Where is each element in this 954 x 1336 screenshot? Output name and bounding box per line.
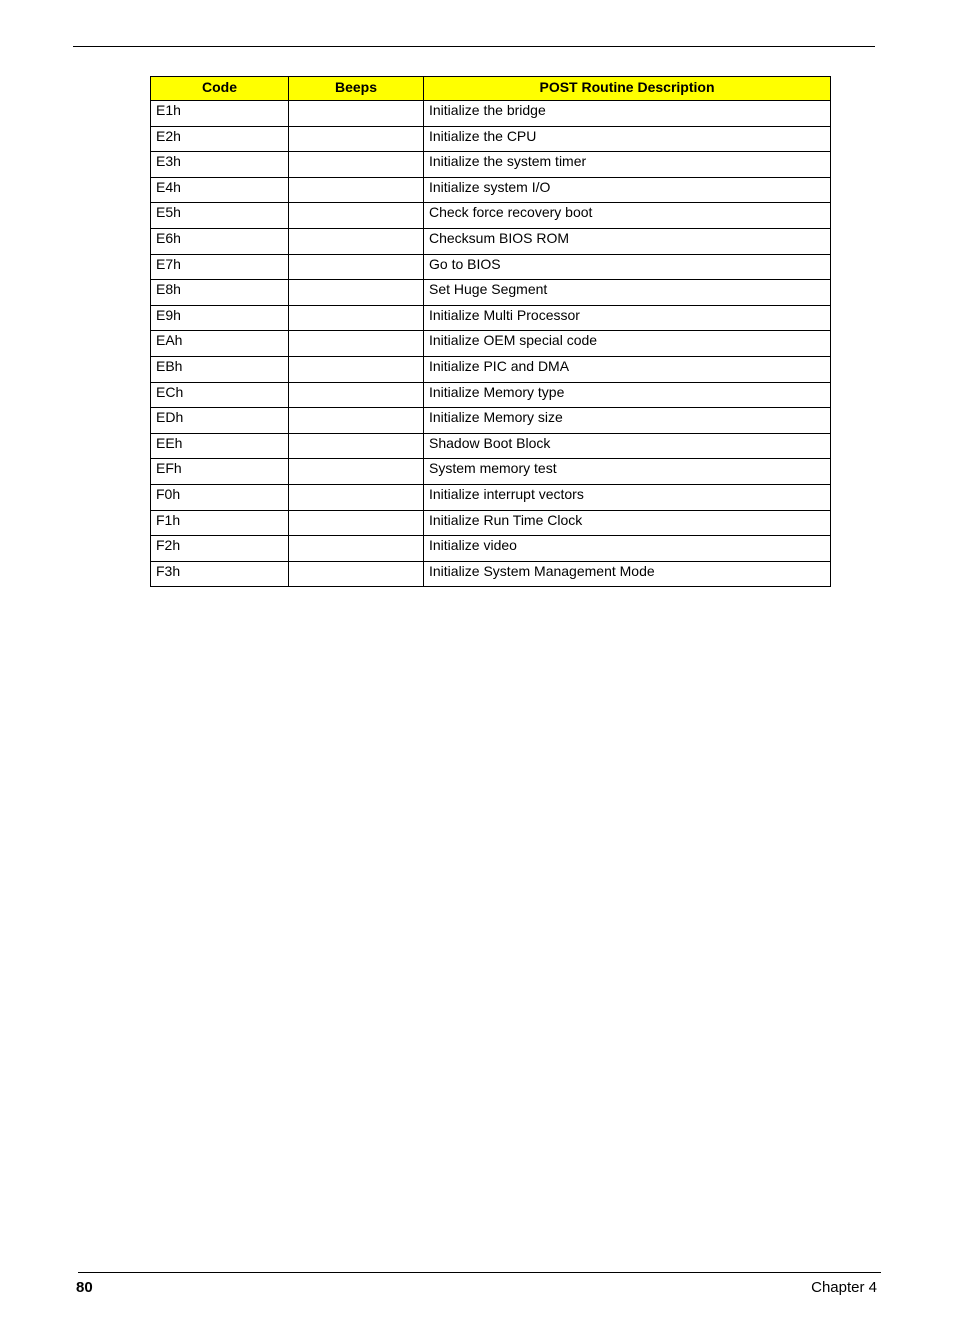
cell-code: F0h [151,484,289,510]
cell-description: Initialize system I/O [424,177,831,203]
cell-description: Initialize the bridge [424,101,831,127]
table-row [151,510,831,536]
cell-description: Checksum BIOS ROM [424,228,831,254]
cell-beeps [289,408,424,434]
column-header-description: POST Routine Description [424,77,831,101]
cell-code: E2h [151,126,289,152]
cell-description: Initialize System Management Mode [424,561,831,587]
cell-description: Shadow Boot Block [424,433,831,459]
cell-code: E9h [151,305,289,331]
table-row [151,484,831,510]
table-row [151,459,831,485]
cell-code: E1h [151,101,289,127]
cell-code: F2h [151,536,289,562]
cell-beeps [289,331,424,357]
footer-divider [78,1272,881,1273]
cell-code: F1h [151,510,289,536]
table-row [151,536,831,562]
cell-description: Initialize the CPU [424,126,831,152]
cell-description: Initialize interrupt vectors [424,484,831,510]
cell-code: ECh [151,382,289,408]
table-header-row [151,77,831,101]
cell-beeps [289,382,424,408]
cell-code: E4h [151,177,289,203]
table-row [151,228,831,254]
cell-code: EEh [151,433,289,459]
cell-description: Set Huge Segment [424,280,831,306]
cell-description: System memory test [424,459,831,485]
cell-beeps [289,561,424,587]
cell-code: EDh [151,408,289,434]
cell-beeps [289,228,424,254]
header-divider [73,46,875,47]
cell-description: Initialize Memory type [424,382,831,408]
cell-beeps [289,126,424,152]
cell-code: E8h [151,280,289,306]
cell-code: EAh [151,331,289,357]
table-row [151,254,831,280]
cell-beeps [289,510,424,536]
cell-beeps [289,177,424,203]
column-header-beeps: Beeps [289,77,424,101]
table-row [151,356,831,382]
cell-beeps [289,433,424,459]
table-row [151,561,831,587]
table-row [151,203,831,229]
cell-code: E3h [151,152,289,178]
cell-beeps [289,203,424,229]
cell-beeps [289,101,424,127]
cell-code: EFh [151,459,289,485]
table-row [151,126,831,152]
cell-description: Initialize Multi Processor [424,305,831,331]
cell-code: E6h [151,228,289,254]
cell-description: Initialize Run Time Clock [424,510,831,536]
cell-code: F3h [151,561,289,587]
cell-beeps [289,280,424,306]
table-row [151,280,831,306]
cell-code: E7h [151,254,289,280]
cell-beeps [289,484,424,510]
cell-description: Go to BIOS [424,254,831,280]
table-body [151,101,831,587]
cell-description: Check force recovery boot [424,203,831,229]
cell-description: Initialize OEM special code [424,331,831,357]
cell-beeps [289,254,424,280]
cell-beeps [289,152,424,178]
table-row [151,408,831,434]
cell-description: Initialize video [424,536,831,562]
cell-beeps [289,356,424,382]
table-row [151,305,831,331]
cell-description: Initialize Memory size [424,408,831,434]
cell-description: Initialize the system timer [424,152,831,178]
table-row [151,331,831,357]
table-row [151,433,831,459]
cell-code: EBh [151,356,289,382]
table-row [151,101,831,127]
cell-beeps [289,459,424,485]
cell-description: Initialize PIC and DMA [424,356,831,382]
page-number: 80 [76,1279,93,1296]
post-code-table [150,76,831,587]
column-header-code: Code [151,77,289,101]
cell-code: E5h [151,203,289,229]
cell-beeps [289,305,424,331]
cell-beeps [289,536,424,562]
table-row [151,152,831,178]
table-row [151,382,831,408]
chapter-label: Chapter 4 [811,1279,877,1296]
table-row [151,177,831,203]
